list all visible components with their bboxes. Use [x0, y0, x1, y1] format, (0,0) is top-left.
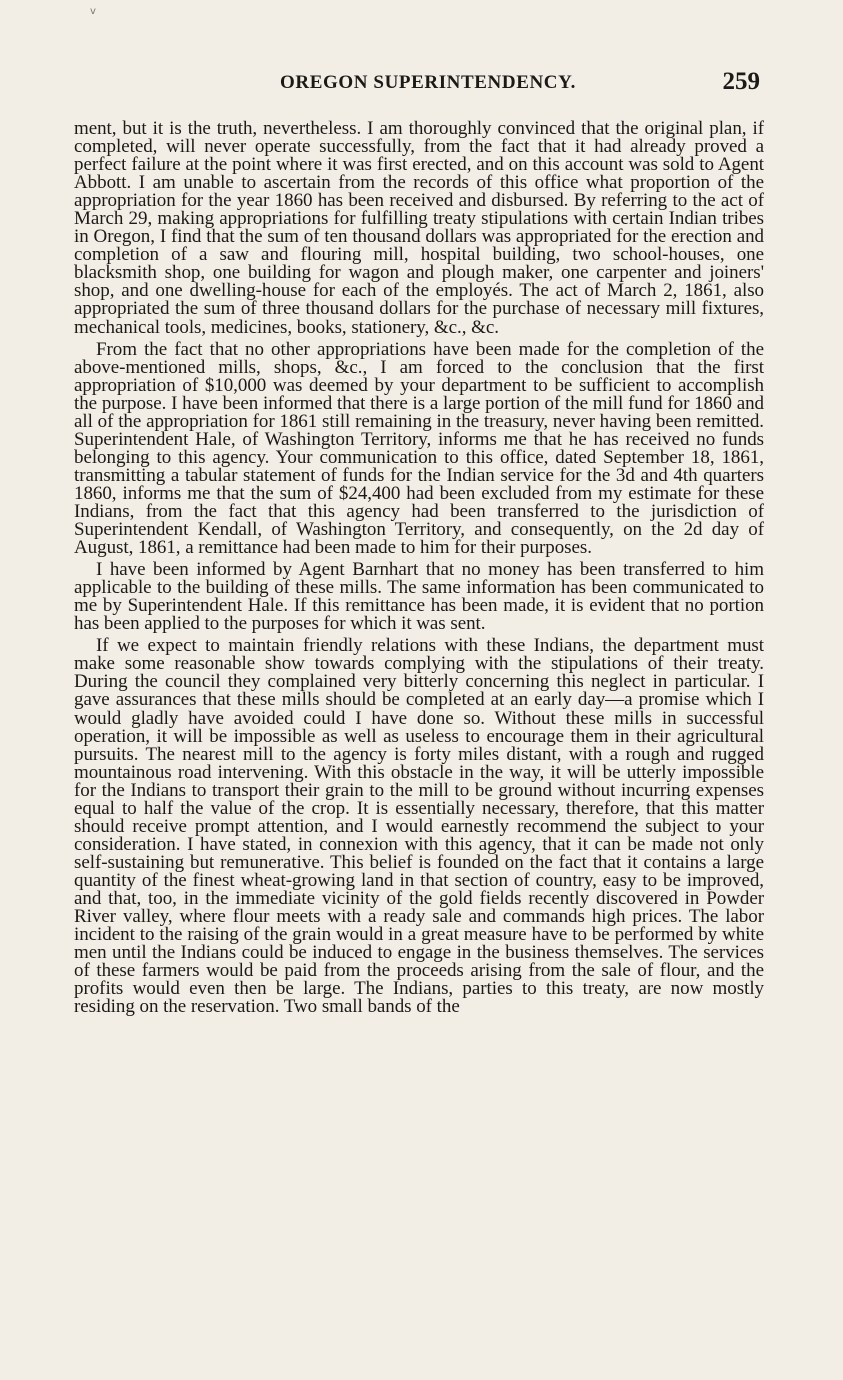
paragraph-2: From the fact that no other appropriations have been made for the completion of the above-mentioned mills, shops, &c., I am forced to the conclusion that the first appropriation of $10,000 was deemed by your department to be sufficient to accomplish the purpose. I have been informed that there is a large portion of the mill fund for 1860 and all of the appropriation for 1861 still remaining in the treasury, never having been remitted. Superintendent Hale, of Washington Territory, informs me that he has received no funds belonging to this agency. Your communication to this office, dated September 18, 1861, transmitting a tabular statement of funds for the Indian service for the 3d and 4th quarters 1860, informs me that the sum of $24,400 had been excluded from my estimate for these Indians, from the fact that this agency had been transferred to the jurisdiction of Superintendent Kendall, of Washington Territory, and consequently, on the 2d day of August, 1861, a remittance had been made to him for their purposes. [74, 338, 764, 559]
document-page [74, 64, 764, 1364]
running-header [74, 64, 764, 98]
paragraph-3: I have been informed by Agent Barnhart that no money has been transferred to him applicable to the building of these mills. The same information has been communicated to me by Superintendent Hale. If this remittance has been made, it is evident that no portion has been applied to the purposes for which it was sent. [74, 559, 764, 635]
body-text [74, 120, 764, 1016]
paragraph-4: If we expect to maintain friendly relations with these Indians, the department must make some reasonable show towards complying with the stipulations of their treaty. During the council they complained very bitterly concerning this neglect in particular. I gave assurances that these mills should be completed at an early day—a promise which I would gladly have avoided could I have done so. Without these mills in successful operation, it will be impossible as well as useless to encourage them in their agricultural pursuits. The nearest mill to the agency is forty miles distant, with a rough and rugged mountainous road intervening. With this obstacle in the way, it will be utterly impossible for the Indians to transport their grain to the mill to be ground without incurring expenses equal to half the value of the crop. It is essentially necessary, therefore, that this matter should receive prompt attention, and I would earnestly recommend the subject to your consideration. I have stated, in connexion with this agency, that it can be made not only self-sustaining but remunerative. This belief is founded on the fact that it contains a large quantity of the finest wheat-growing land in that section of country, easy to be improved, and that, too, in the immediate vicinity of the gold fields recently discovered in Powder River valley, where flour meets with a ready sale and commands high prices. The labor incident to the raising of the grain would in a great measure have to be performed by white men until the Indians could be induced to engage in the business themselves. The services of these farmers would be paid from the proceeds arising from the sale of flour, and the profits would even then be large. The Indians, parties to this treaty, are now mostly residing on the reservation. Two small bands of the [74, 635, 764, 1018]
page-number: 259 [722, 68, 760, 95]
running-title: OREGON SUPERINTENDENCY. [280, 72, 577, 93]
margin-mark: v [90, 6, 96, 17]
paragraph-1: ment, but it is the truth, nevertheless. I am thoroughly convinced that the original plan, if completed, will never operate successfully, from the fact that it had already proved a perfect failure at the point where it was first erected, and on this account was sold to Agent Abbott. I am unable to ascertain from the records of this office what proportion of the appropriation for the year 1860 has been received and disbursed. By referring to the act of March 29, making appropriations for fulfilling treaty stipulations with certain Indian tribes in Oregon, I find that the sum of ten thousand dollars was appropriated for the erection and completion of a saw and flouring mill, hospital building, two school-houses, one blacksmith shop, one building for wagon and plough maker, one carpenter and joiners' shop, and one dwelling-house for each of the employés. The act of March 2, 1861, also appropriated the sum of three thousand dollars for the purchase of necessary mill fixtures, mechanical tools, medicines, books, stationery, &c., &c. [74, 118, 764, 338]
